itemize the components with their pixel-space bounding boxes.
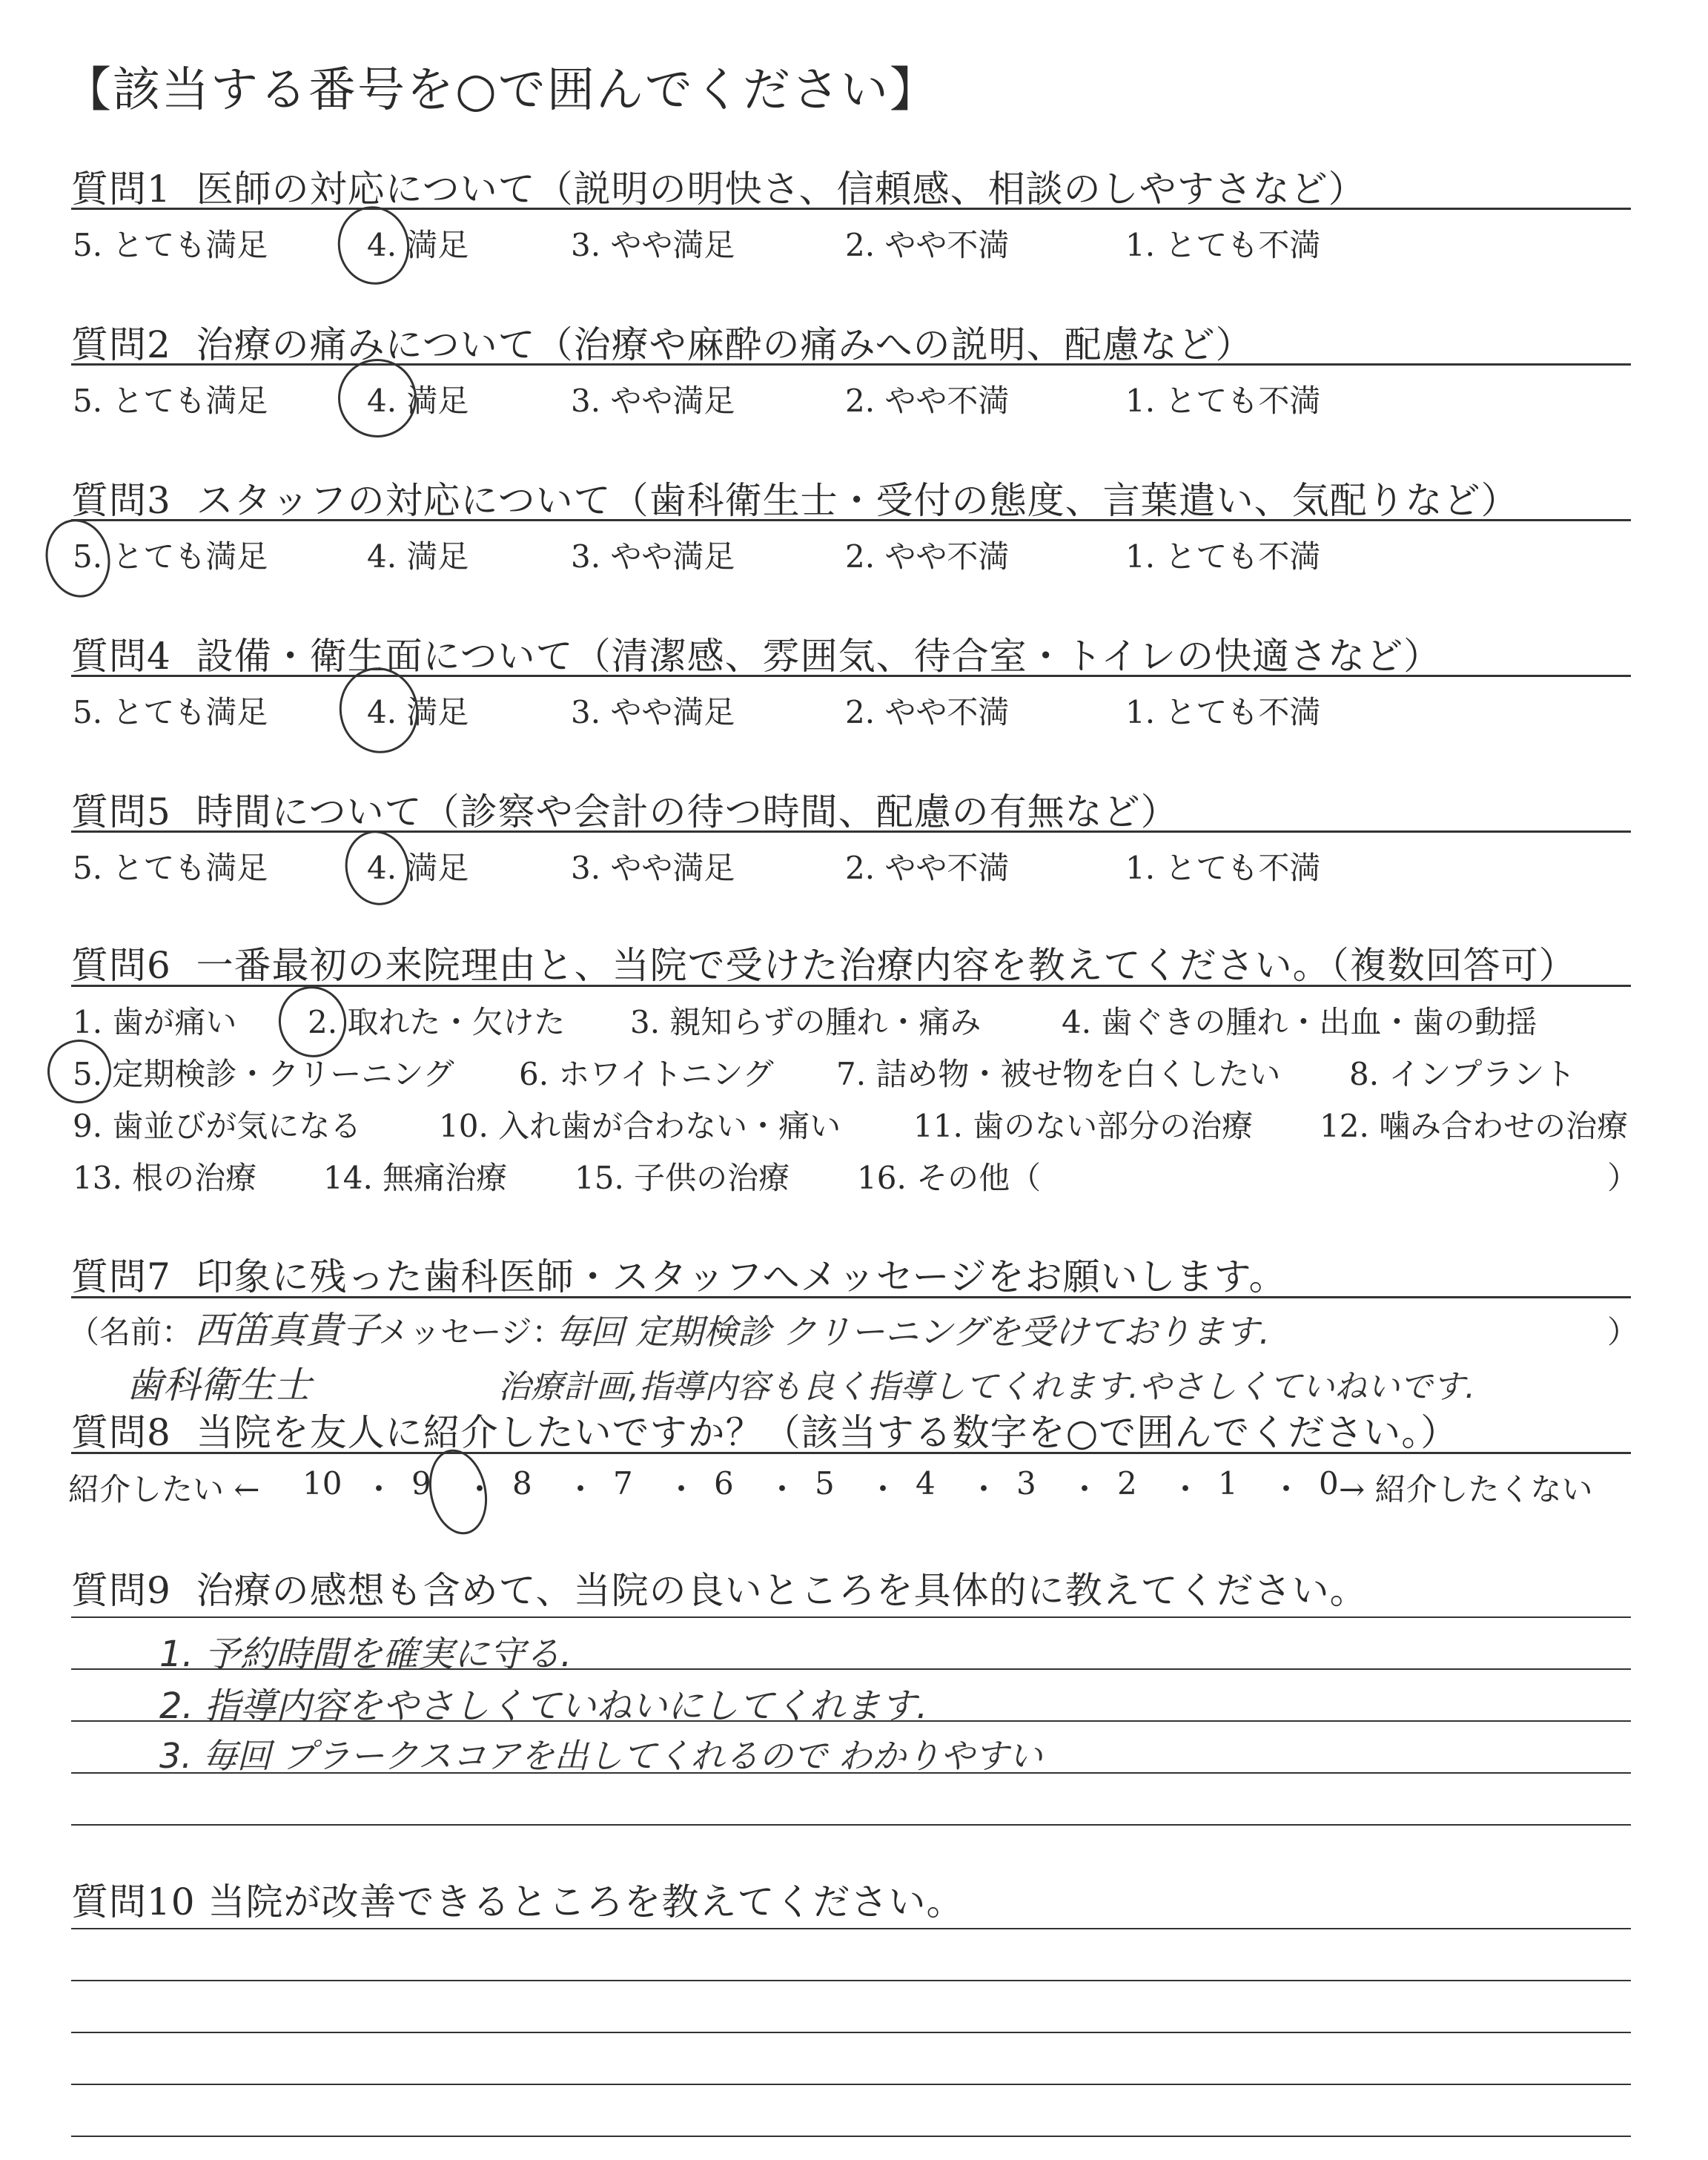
question-2 (71, 315, 1254, 369)
q1-option-5[interactable]: 5. とても満足 (73, 227, 268, 263)
question-5-text: 時間について（診察や会計の待つ時間、配慮の有無など） (196, 790, 1179, 833)
q3-option-3[interactable]: 3. やや満足 (571, 538, 735, 575)
q6-option-14[interactable]: 14. 無痛治療 (323, 1160, 508, 1196)
q6-option-13[interactable]: 13. 根の治療 (73, 1160, 257, 1196)
question-3-text: スタッフの対応について（歯科衛生士・受付の態度、言葉遣い、気配りなど） (196, 479, 1519, 522)
q3-option-5[interactable]: 5. とても満足 (73, 538, 268, 575)
q6-other-close-paren: ） (1607, 1160, 1639, 1196)
q8-left-label: 紹介したい ← (68, 1471, 260, 1507)
q8-scale-option-2[interactable]: 2 (1117, 1465, 1137, 1502)
q8-scale-option-5[interactable]: 5 (815, 1465, 835, 1502)
question-5-rule (71, 830, 1631, 833)
q2-option-2[interactable]: 2. やや不満 (845, 383, 1010, 419)
q7-message-line-1: 毎回 定期検診 クリーニングを受けております. (556, 1312, 1270, 1352)
question-7 (71, 1247, 1287, 1301)
q6-option-16[interactable]: 16. その他（ (857, 1160, 1042, 1196)
question-8-rule (71, 1452, 1631, 1454)
q8-scale-option-8[interactable]: 8 (512, 1465, 532, 1502)
question-9-label: 質問9 (71, 1569, 171, 1612)
q5-option-5[interactable]: 5. とても満足 (73, 850, 268, 886)
question-3 (71, 471, 1519, 524)
question-4-text: 設備・衛生面について（清潔感、雰囲気、待合室・トイレの快適さなど） (196, 635, 1442, 678)
q6-option-8[interactable]: 8. インプラント (1349, 1056, 1576, 1092)
q6-option-9[interactable]: 9. 歯並びが気になる (73, 1108, 362, 1144)
q6-option-12[interactable]: 12. 噛み合わせの治療 (1320, 1108, 1629, 1144)
q9-answer-1: 1. 予約時間を確実に守る. (159, 1634, 572, 1675)
q6-option-11[interactable]: 11. 歯のない部分の治療 (913, 1108, 1254, 1144)
q2-option-4[interactable]: 4. 満足 (367, 383, 469, 419)
q9-answer-3: 3. 毎回 プラークスコアを出してくれるので わかりやすい (159, 1736, 1043, 1776)
q3-option-1[interactable]: 1. とても不満 (1125, 538, 1321, 575)
question-3-label: 質問3 (71, 479, 171, 522)
question-7-text: 印象に残った歯科医師・スタッフへメッセージをお願いします。 (196, 1255, 1287, 1298)
q6-option-5-circle (42, 1034, 117, 1109)
q6-option-3[interactable]: 3. 親知らずの腫れ・痛み (630, 1004, 982, 1040)
question-10-text: 当院が改善できるところを教えてください。 (208, 1880, 964, 1923)
q9-answer-line-1 (71, 1616, 1631, 1618)
q8-scale-separator: ・ (464, 1471, 496, 1507)
q8-scale-separator: ・ (968, 1471, 1000, 1507)
q8-scale-separator: ・ (767, 1471, 798, 1507)
q1-option-2[interactable]: 2. やや不満 (845, 227, 1010, 263)
question-8-text: 当院を友人に紹介したいですか？（該当する数字を○で囲んでください。） (196, 1411, 1459, 1454)
q8-scale-separator: ・ (666, 1471, 698, 1507)
q8-scale-option-1[interactable]: 1 (1218, 1465, 1238, 1502)
q8-scale-option-9[interactable]: 9 (411, 1465, 431, 1502)
q5-option-3[interactable]: 3. やや満足 (571, 850, 735, 886)
page-title: 【該当する番号を○で囲んでください】 (64, 63, 939, 118)
q4-option-3[interactable]: 3. やや満足 (571, 694, 735, 730)
q3-option-2[interactable]: 2. やや不満 (845, 538, 1010, 575)
q7-close-paren: ） (1607, 1314, 1639, 1350)
q8-scale-option-3[interactable]: 3 (1016, 1465, 1036, 1502)
q8-scale-option-4[interactable]: 4 (916, 1465, 936, 1502)
q8-scale-option-6[interactable]: 6 (714, 1465, 734, 1502)
q6-option-15[interactable]: 15. 子供の治療 (575, 1160, 790, 1196)
q5-option-4[interactable]: 4. 満足 (367, 850, 469, 886)
question-9 (71, 1561, 1368, 1614)
q7-message-line-2: 治療計画,指導内容も良く指導してくれます.やさしくていねいです. (498, 1368, 1475, 1406)
question-6-text: 一番最初の来院理由と、当院で受けた治療内容を教えてください。（複数回答可） (196, 944, 1577, 987)
question-4-label: 質問4 (71, 635, 171, 678)
q8-scale-separator: ・ (1271, 1471, 1302, 1507)
question-2-text: 治療の痛みについて（治療や麻酔の痛みへの説明、配慮など） (196, 323, 1254, 366)
q1-option-3[interactable]: 3. やや満足 (571, 227, 735, 263)
q3-selection-circle (39, 513, 117, 604)
q5-option-2[interactable]: 2. やや不満 (845, 850, 1010, 886)
q6-option-7[interactable]: 7. 詰め物・被せ物を白くしたい (836, 1056, 1281, 1092)
q6-option-5[interactable]: 5. 定期検診・クリーニング (73, 1056, 454, 1092)
q8-scale-option-10[interactable]: 10 (302, 1465, 342, 1502)
q4-option-4[interactable]: 4. 満足 (367, 694, 469, 730)
question-8-label: 質問8 (71, 1411, 171, 1454)
q4-option-1[interactable]: 1. とても不満 (1125, 694, 1321, 730)
question-5-label: 質問5 (71, 790, 171, 833)
q10-answer-line-3 (71, 2032, 1631, 2033)
question-2-rule (71, 363, 1631, 366)
q6-option-1[interactable]: 1. 歯が痛い (73, 1004, 237, 1040)
q7-name-value: 西笛真貴子 (194, 1309, 380, 1352)
q5-option-1[interactable]: 1. とても不満 (1125, 850, 1321, 886)
question-5 (71, 782, 1179, 836)
q8-scale-separator: ・ (565, 1471, 597, 1507)
q8-selection-circle (422, 1444, 494, 1539)
question-4 (71, 627, 1441, 680)
q8-scale-separator: ・ (1069, 1471, 1101, 1507)
question-7-label: 質問7 (71, 1255, 171, 1298)
q4-option-5[interactable]: 5. とても満足 (73, 694, 268, 730)
question-9-text: 治療の感想も含めて、当院の良いところを具体的に教えてください。 (196, 1569, 1368, 1612)
q3-option-4[interactable]: 4. 満足 (367, 538, 469, 575)
q8-right-label: → 紹介したくない (1339, 1471, 1593, 1507)
q6-option-10[interactable]: 10. 入れ歯が合わない・痛い (439, 1108, 841, 1144)
question-10-label: 質問10 (71, 1880, 196, 1923)
q5-selection-circle (338, 825, 416, 911)
q1-selection-circle (331, 199, 417, 291)
q2-option-5[interactable]: 5. とても満足 (73, 383, 268, 419)
q10-answer-line-2 (71, 1980, 1631, 1981)
q8-scale-separator: ・ (1170, 1471, 1202, 1507)
q7-role-value: 歯科衛生士 (126, 1364, 311, 1407)
question-8 (71, 1403, 1458, 1456)
question-3-rule (71, 519, 1631, 521)
q6-option-4[interactable]: 4. 歯ぐきの腫れ・出血・歯の動揺 (1062, 1004, 1537, 1040)
q4-option-2[interactable]: 2. やや不満 (845, 694, 1010, 730)
q8-scale-separator: ・ (867, 1471, 899, 1507)
q8-scale-separator: ・ (363, 1471, 395, 1507)
question-10 (71, 1872, 964, 1926)
question-7-rule (71, 1296, 1631, 1298)
q2-option-1[interactable]: 1. とても不満 (1125, 383, 1321, 419)
q10-answer-line-5 (71, 2136, 1631, 2137)
q2-option-3[interactable]: 3. やや満足 (571, 383, 735, 419)
q7-message-label: メッセージ： (378, 1314, 563, 1350)
q9-answer-line-5 (71, 1824, 1631, 1826)
q9-answer-2: 2. 指導内容をやさしくていねいにしてくれます. (159, 1685, 928, 1727)
question-6-label: 質問6 (71, 944, 171, 987)
question-1-text: 医師の対応について（説明の明快さ、信頼感、相談のしやすさなど） (196, 168, 1366, 211)
q1-option-4[interactable]: 4. 満足 (367, 227, 469, 263)
q10-answer-line-1 (71, 1928, 1631, 1929)
q6-option-2[interactable]: 2. 取れた・欠けた (308, 1004, 566, 1040)
question-2-label: 質問2 (71, 323, 171, 366)
q7-name-label: （名前： (68, 1314, 193, 1350)
q1-option-1[interactable]: 1. とても不満 (1125, 227, 1321, 263)
question-1-label: 質問1 (71, 168, 171, 211)
q8-scale-option-7[interactable]: 7 (613, 1465, 633, 1502)
q8-scale-option-0[interactable]: 0 (1319, 1465, 1339, 1502)
question-1-rule (71, 208, 1631, 210)
question-1 (71, 159, 1366, 213)
question-4-rule (71, 675, 1631, 677)
q6-option-6[interactable]: 6. ホワイトニング (519, 1056, 774, 1092)
q10-answer-line-4 (71, 2084, 1631, 2085)
question-6 (71, 936, 1577, 989)
